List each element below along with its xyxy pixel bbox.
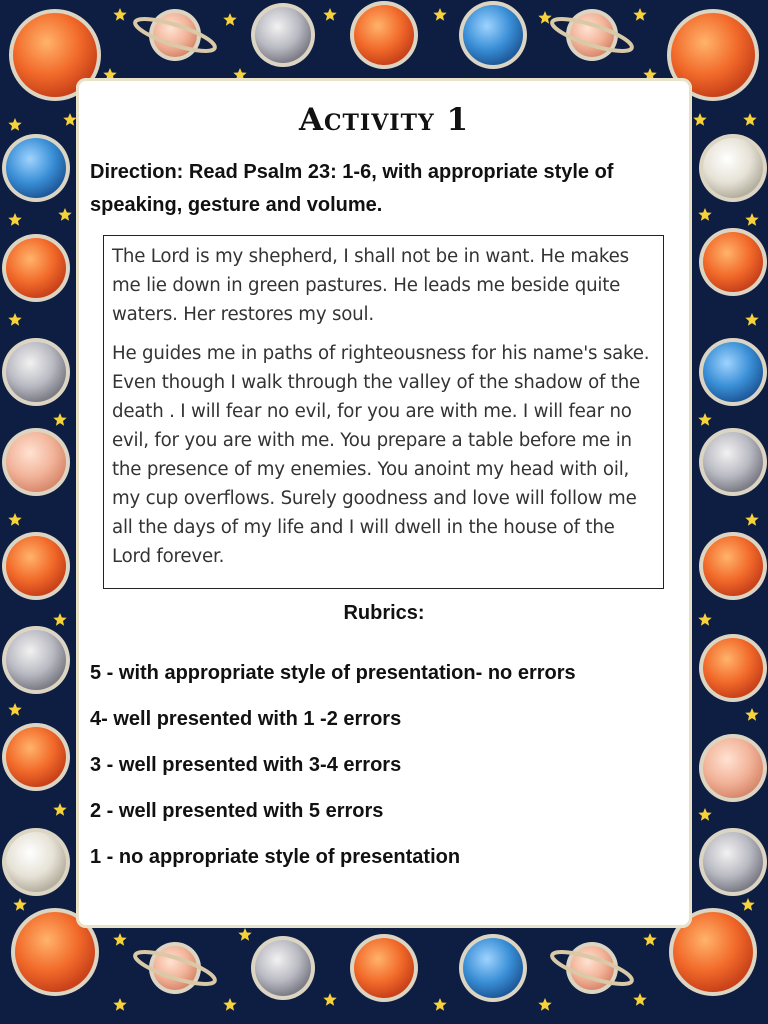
planet-icon (699, 228, 767, 296)
planet-icon (2, 338, 70, 406)
activity-card (76, 78, 692, 928)
planet-icon (2, 828, 70, 896)
planet-icon (2, 532, 70, 600)
planet-icon (459, 934, 527, 1002)
planet-icon (2, 134, 70, 202)
planet-icon (699, 428, 767, 496)
planet-icon (699, 532, 767, 600)
planet-icon (251, 936, 315, 1000)
psalm-passage-box (103, 235, 664, 589)
planet-icon (350, 1, 418, 69)
planet-icon (699, 828, 767, 896)
planet-icon (459, 1, 527, 69)
planet-icon (2, 234, 70, 302)
rubrics-heading: Rubrics: (343, 602, 425, 624)
planet-icon (350, 934, 418, 1002)
planet-icon (699, 634, 767, 702)
direction-text: Direction: Read Psalm 23: 1-6, with appropriate style of speaking, gesture and volume. (90, 161, 614, 216)
rubric-list (90, 650, 685, 880)
planet-icon (2, 626, 70, 694)
planet-icon (2, 723, 70, 791)
rubric-item-3: 3 - well presented with 3-4 errors (90, 754, 402, 776)
rubric-item-5: 5 - with appropriate style of presentation- no errors (90, 662, 576, 684)
rubric-item-4: 4- well presented with 1 -2 errors (90, 708, 402, 730)
passage-paragraph-2: He guides me in paths of righteousness for his name's sake. Even though I walk through the valley of the shadow of the death . I will fear no evil, for you are with me. I will fear no evil, for you are with me. You prepare a table before me in the presence of my enemies. You anoint my head with oil, my cup overflows. Surely goodness and love will follow me all the days of my life and I will dwell in the house of the Lord forever. (112, 343, 650, 567)
activity-title: Activity 1 (298, 102, 470, 138)
planet-icon (699, 734, 767, 802)
passage-paragraph-1: The Lord is my shepherd, I shall not be in want. He makes me lie down in green pastures. He leads me beside quite waters. Her restores my soul. (112, 246, 629, 325)
planet-icon (251, 3, 315, 67)
rubric-item-1: 1 - no appropriate style of presentation (90, 846, 461, 868)
planet-icon (699, 338, 767, 406)
planet-icon (2, 428, 70, 496)
rubric-item-2: 2 - well presented with 5 errors (90, 800, 384, 822)
planet-icon (699, 134, 767, 202)
